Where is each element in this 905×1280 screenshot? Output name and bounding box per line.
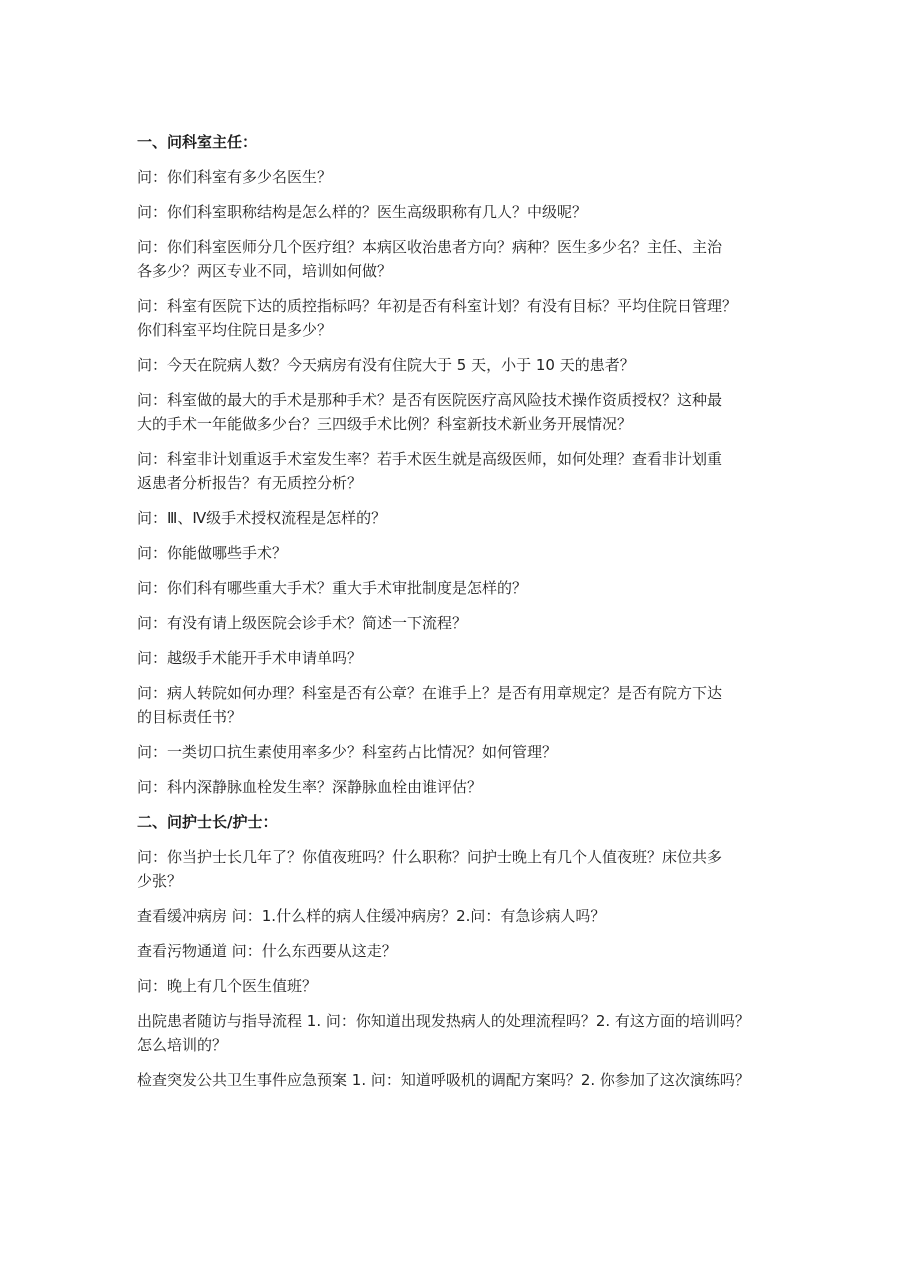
question-item: 问：越级手术能开手术申请单吗？	[137, 649, 363, 667]
question-item	[137, 294, 787, 342]
question-line: 少张？	[137, 872, 183, 890]
question-item: 问：科内深静脉血栓发生率？深静脉血栓由谁评估？	[137, 778, 483, 796]
question-line: 问：你当护士长几年了？你值夜班吗？什么职称？问护士晚上有几个人值夜班？床位共多	[137, 848, 723, 866]
question-item: 查看污物通道 问：什么东西要从这走？	[137, 942, 397, 960]
document-body	[137, 130, 787, 1103]
question-line: 问：你们科室医师分几个医疗组？本病区收治患者方向？病种？医生多少名？主任、主治	[137, 238, 723, 256]
question-line: 的目标责任书？	[137, 708, 243, 726]
section-heading-nurse: 二、问护士长/护士：	[137, 813, 278, 831]
question-line: 出院患者随访与指导流程 1. 问：你知道出现发热病人的处理流程吗？2. 有这方面的培训吗？	[137, 1012, 750, 1030]
question-item: 查看缓冲病房 问：1.什么样的病人住缓冲病房？2.问：有急诊病人吗？	[137, 907, 606, 925]
question-item	[137, 447, 787, 495]
question-line: 你们科室平均住院日是多少？	[137, 321, 333, 339]
question-item: 检查突发公共卫生事件应急预案 1. 问：知道呼吸机的调配方案吗？2. 你参加了这次演练吗？	[137, 1071, 750, 1089]
section-heading-director: 一、问科室主任：	[137, 133, 258, 151]
question-line: 问：科室非计划重返手术室发生率？若手术医生就是高级医师，如何处理？查看非计划重	[137, 450, 723, 468]
question-line: 返患者分析报告？有无质控分析？	[137, 474, 363, 492]
question-line: 问：科室做的最大的手术是那种手术？是否有医院医疗高风险技术操作资质授权？这种最	[137, 391, 723, 409]
question-line: 各多少？两区专业不同，培训如何做？	[137, 262, 393, 280]
question-line: 问：病人转院如何办理？科室是否有公章？在谁手上？是否有用章规定？是否有院方下达	[137, 684, 723, 702]
question-item: 问：Ⅲ、Ⅳ级手术授权流程是怎样的？	[137, 509, 387, 527]
question-item: 问：你们科室有多少名医生？	[137, 168, 333, 186]
question-item: 问：你们科有哪些重大手术？重大手术审批制度是怎样的？	[137, 579, 528, 597]
question-item: 问：有没有请上级医院会诊手术？简述一下流程？	[137, 614, 468, 632]
question-item	[137, 235, 787, 283]
question-item	[137, 388, 787, 436]
question-line: 怎么培训的？	[137, 1036, 228, 1054]
question-item	[137, 1009, 787, 1057]
question-item: 问：你能做哪些手术？	[137, 544, 288, 562]
question-line: 大的手术一年能做多少台？三四级手术比例？科室新技术新业务开展情况？	[137, 415, 633, 433]
question-item	[137, 681, 787, 729]
question-item: 问：一类切口抗生素使用率多少？科室药占比情况？如何管理？	[137, 743, 558, 761]
question-line: 问：科室有医院下达的质控指标吗？年初是否有科室计划？有没有目标？平均住院日管理？	[137, 297, 738, 315]
question-item: 问：晚上有几个医生值班？	[137, 977, 318, 995]
question-item: 问：今天在院病人数？今天病房有没有住院大于 5 天，小于 10 天的患者？	[137, 356, 635, 374]
question-item: 问：你们科室职称结构是怎么样的？医生高级职称有几人？中级呢？	[137, 203, 588, 221]
question-item	[137, 845, 787, 893]
